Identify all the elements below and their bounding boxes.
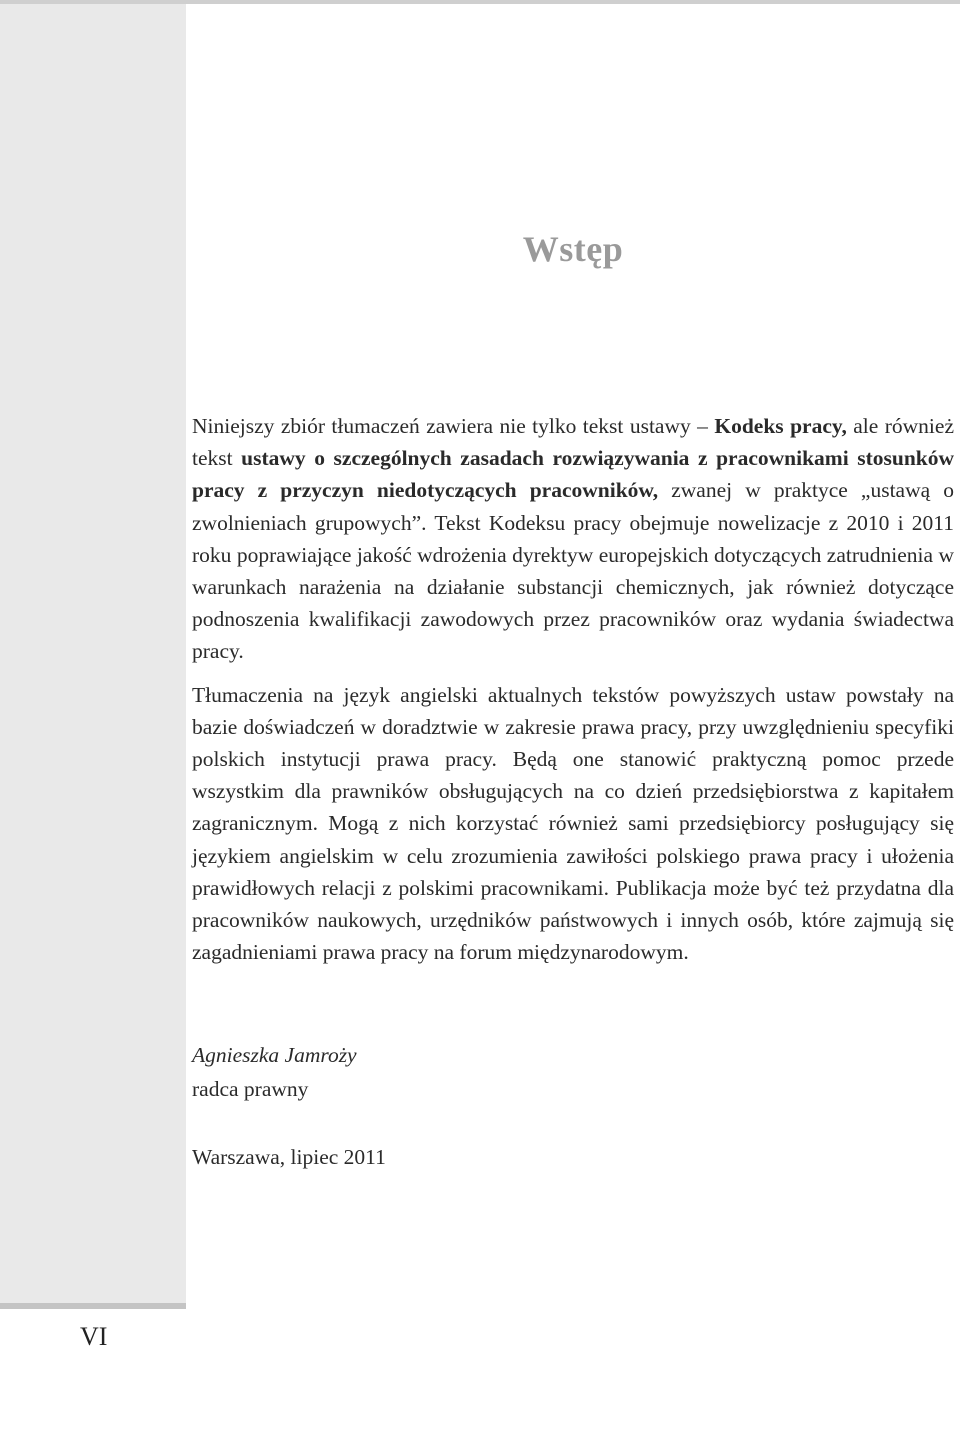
- author-role: radca prawny: [192, 1077, 309, 1101]
- paragraph-2: Tłumaczenia na język angielski aktualnych tekstów powyższych ustaw powstały na bazie doświadczeń w doradztwie w zakresie prawa pracy, przy uwzględnieniu specyfiki polskich instytucji prawa pracy. Będą one stanowić praktyczną pomoc przede wszystkim dla prawników obsługujących na co dzień przedsiębiorstwa z kapitałem zagranicznym. Mogą z nich korzystać również sami przedsiębiorcy posługujący się językiem angielskim w celu zrozumienia zawiłości polskiego prawa pracy i ułożenia prawidłowych relacji z polskimi pracownikami. Publikacja może być też przydatna dla pracowników naukowych, urzędników państwowych i innych osób, które zajmują się zagadnieniami prawa pracy na forum międzynarodowym.: [192, 682, 954, 965]
- top-rule: [0, 0, 960, 4]
- page-number: VI: [80, 1322, 108, 1351]
- page-title: Wstęp: [522, 229, 624, 269]
- left-margin-band: [0, 0, 186, 1303]
- body-text: [192, 410, 954, 968]
- paragraph-1-text: ale również tekst: [192, 414, 954, 471]
- paragraph-1-bold-ustawa: ustawy o szczególnych zasadach rozwiązywania z pracownikami stosunków pracy z przyczyn niedotyczących pracowników,: [192, 446, 955, 503]
- page-number-rule: [0, 1303, 186, 1309]
- paragraph-1: [192, 410, 954, 668]
- paragraph-1-text: Niniejszy zbiór tłumaczeń zawiera nie tylko tekst ustawy –: [192, 414, 715, 438]
- author-name: Agnieszka Jamroży: [192, 1043, 357, 1067]
- paragraph-1-bold-kodeks: Kodeks pracy,: [714, 414, 847, 438]
- signature-block: [192, 1038, 792, 1106]
- paragraph-1-text: zwanej w praktyce „ustawą o zwolnieniach grupowych”. Tekst Kodeksu pracy obejmuje nowelizacje z 2010 i 2011 roku poprawiające jakość wdrożenia dyrektyw europejskich dotyczących zatrudnienia w warunkach narażenia na działanie substancji chemicznych, jak również dotyczące podnoszenia kwalifikacji zawodowych przez pracowników oraz wydania świadectwa pracy.: [192, 478, 954, 664]
- place-date: Warszawa, lipiec 2011: [192, 1145, 386, 1169]
